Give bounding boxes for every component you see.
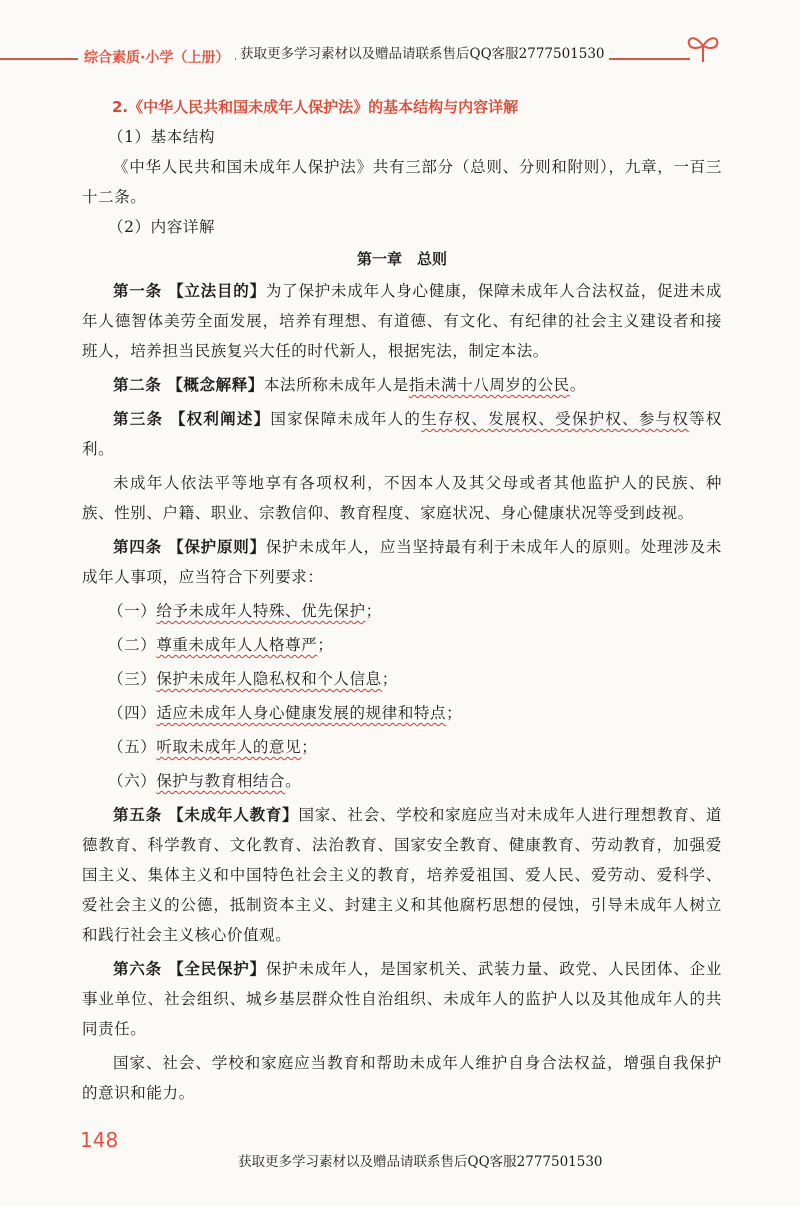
article-4-list: [82, 596, 722, 796]
footer-promo-text: 获取更多学习素材以及赠品请联系售后QQ客服2777501530: [238, 1154, 603, 1170]
chapter-heading: 第一章 总则: [356, 250, 447, 268]
article-6-label: 第六条 【全民保护】: [113, 960, 266, 978]
article-5-label: 第五条 【未成年人教育】: [113, 806, 299, 824]
list-item: （六）保护与教育相结合。: [108, 772, 302, 790]
article-3-highlight: 生存权、发展权、受保护权、参与权: [421, 410, 690, 428]
article-3-label: 第三条 【权利阐述】: [113, 410, 271, 428]
page-content: [82, 92, 722, 1108]
page-number: 148: [80, 1128, 119, 1152]
structure-paragraph: 《中华人民共和国未成年人保护法》共有三部分（总则、分则和附则），九章，一百三十二条。: [82, 158, 722, 206]
article-6-paragraph-2: 国家、社会、学校和家庭应当教育和帮助未成年人维护自身合法权益，增强自我保护的意识和能力。: [82, 1054, 722, 1102]
article-6-text: 保护未成年人，是国家机关、武装力量、政党、人民团体、企业事业单位、社会组织、城乡基层群众性自治组织、未成年人的监护人以及其他成年人的共同责任。: [82, 960, 722, 1038]
article-2-label: 第二条 【概念解释】: [113, 376, 264, 394]
article-4-label: 第四条 【保护原则】: [113, 538, 266, 556]
list-item: （一）给予未成年人特殊、优先保护；: [108, 602, 382, 620]
article-2-highlight: 指未满十八周岁的公民: [408, 376, 570, 394]
subheading-structure: （1）基本结构: [108, 128, 216, 146]
article-2: 第二条 【概念解释】本法所称未成年人是指未满十八周岁的公民。: [113, 376, 586, 394]
list-item: （二）尊重未成年人人格尊严；: [108, 636, 334, 654]
article-5: [82, 800, 722, 950]
header-promo-text: 获取更多学习素材以及赠品请联系售后QQ客服2777501530: [236, 42, 609, 62]
article-4: [82, 532, 722, 592]
article-1-label: 第一条 【立法目的】: [113, 282, 266, 300]
article-3: 第三条 【权利阐述】国家保障未成年人的生存权、发展权、受保护权、参与权等权利。: [82, 410, 722, 458]
sprout-icon: [683, 30, 723, 64]
section-title: 2.《中华人民共和国未成年人保护法》的基本结构与内容详解: [112, 98, 519, 116]
article-5-text: 国家、社会、学校和家庭应当对未成年人进行理想教育、道德教育、科学教育、文化教育、法治教育、国家安全教育、健康教育、劳动教育，加强爱国主义、集体主义和中国特色社会主义的教育，培养爱祖国、爱人民、爱劳动、爱科学、爱社会主义的公德，抵制资本主义、封建主义和其他腐朽思想的侵蚀，引导未成年人树立和践行社会主义核心价值观。: [82, 806, 722, 944]
subheading-details: （2）内容详解: [108, 218, 216, 236]
article-4-text: 保护未成年人，应当坚持最有利于未成年人的原则。处理涉及未成年人事项，应当符合下列要求：: [82, 538, 722, 586]
article-1: [82, 276, 722, 366]
article-6: [82, 954, 722, 1044]
article-3-paragraph-2: 未成年人依法平等地享有各项权利，不因本人及其父母或者其他监护人的民族、种族、性别、户籍、职业、宗教信仰、教育程度、家庭状况、身心健康状况等受到歧视。: [82, 474, 722, 522]
list-item: （四）适应未成年人身心健康发展的规律和特点；: [108, 704, 463, 722]
list-item: （三）保护未成年人隐私权和个人信息；: [108, 670, 398, 688]
list-item: （五）听取未成年人的意见；: [108, 738, 318, 756]
book-title: 综合素质·小学（上册）: [78, 47, 235, 67]
article-1-text: 为了保护未成年人身心健康，保障未成年人合法权益，促进未成年人德智体美劳全面发展，培养有理想、有道德、有文化、有纪律的社会主义建设者和接班人，培养担当民族复兴大任的时代新人，根据宪法，制定本法。: [82, 282, 722, 360]
